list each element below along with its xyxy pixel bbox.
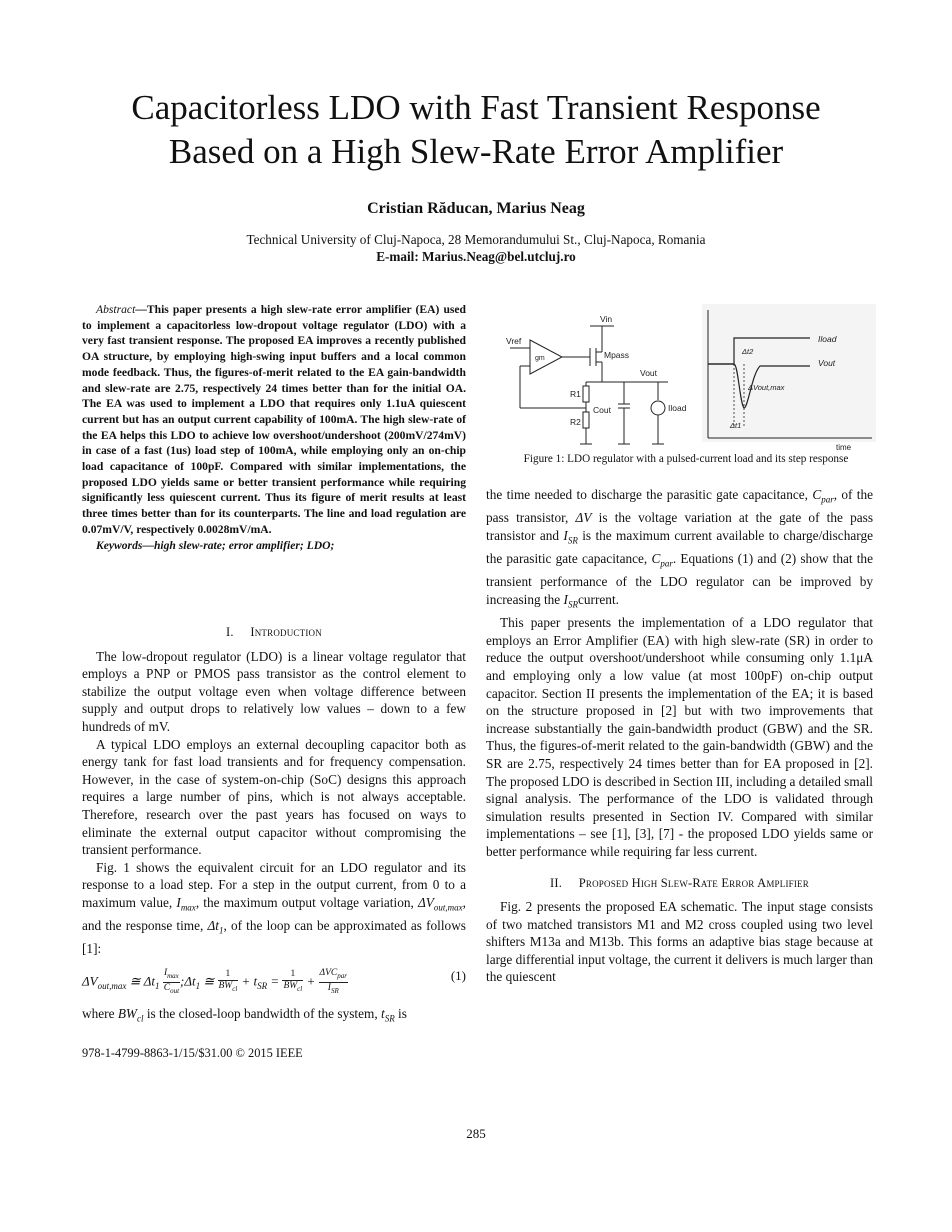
section-2-paragraph-1: Fig. 2 presents the proposed EA schematic. The input stage consists of two matched transistors M1 and M2 cross coupled using two level shifters M13a and M13b. This forms an adaptive bias stage because at large differential input voltage, the current it delivers is much larger than the quiescent — [486, 899, 873, 985]
page-number: 285 — [466, 1126, 486, 1141]
title-line-1: Capacitorless LDO with Fast Transient Response — [131, 88, 821, 127]
right-column — [486, 486, 873, 986]
abstract-label: Abstract — [96, 303, 136, 316]
label-vref: Vref — [506, 336, 522, 346]
section-2-heading — [486, 875, 873, 893]
title-line-2: Based on a High Slew-Rate Error Amplifier — [168, 132, 784, 171]
label-vin: Vin — [600, 314, 613, 324]
section-2-title: Proposed High Slew-Rate Error Amplifier — [578, 875, 809, 890]
label-r1: R1 — [570, 389, 581, 399]
affiliation: Technical University of Cluj-Napoca, 28 Memorandumului St., Cluj-Napoca, Romania — [246, 232, 706, 247]
eq-frac-1: $\frac{I_{max}}{C_{out}}$ — [163, 968, 180, 995]
equation-number: (1) — [450, 968, 466, 983]
label-dt2: Δt2 — [742, 347, 754, 356]
keywords: Keywords—high slew-rate; error amplifier; LDO; — [96, 538, 335, 552]
email: E-mail: Marius.Neag@bel.utcluj.ro — [376, 249, 576, 264]
iload-source — [651, 401, 665, 415]
circuit-labels — [506, 314, 687, 427]
section-1-heading — [82, 624, 466, 642]
label-time: time — [836, 443, 852, 452]
authors: Cristian Răducan, Marius Neag — [367, 200, 585, 217]
eq-frac-4: $\frac{\Delta VC_{par}}{I_{SR}}$ — [319, 968, 347, 995]
eq-frac-2: $\frac{1}{BW_{cl}}$ — [218, 969, 238, 994]
eq-frac-3: $\frac{1}{BW_{cl}}$ — [283, 969, 303, 994]
label-iload: Iload — [668, 403, 687, 413]
right-paragraph-1: the time needed to discharge the parasitic gate capacitance, $C_{par}$, of the pass transistor, ΔV is the voltage variation at the gate of the pass transistor and $I_{SR}$ is the maximum current available to charge/discharge the parasitic gate capacitance, $C_{par}$. Equations (1) and (2) show that the transient performance of the LDO regulator can be improved by increasing the $I_{SR}current$. — [486, 487, 874, 610]
label-dvout: ΔVout,max — [748, 383, 785, 392]
intro-paragraph-3: Fig. 1 shows the equivalent circuit for an LDO regulator and its response to a load step. For a step in the output current, from 0 to a maximum value, $I_{max}$, the maximum output voltage variation, $\Delta V_{out,max}$, and the response time, $\Delta t_1$, of the loop can be approximated as follows [1]: — [82, 859, 466, 957]
copyright-footer: 978-1-4799-8863-1/15/$31.00 © 2015 IEEE — [82, 1046, 303, 1060]
section-1-title: Introduction — [250, 625, 322, 639]
right-paragraph-2: This paper presents the implementation of a LDO regulator that employs an Error Amplifier (EA) with high slew-rate (SR) in order to reduce the output overshoot/undershoot while consuming only 1.1μA and employing only a low value (at most 100pF) on-chip output capacitor. Section II presents the implementation of the EA; it is based on the structure proposed in [2] but with two improvements that increase substantially the gain-bandwidth product (GBW) and the SR. Thus, the figures-of-merit related to the gain-bandwidth (GBW) and the SR are 2.75, respectively 24 times better than for EA proposed in [2]. The proposed LDO is described in Section III, including a detailed small signal analysis. The performance of the LDO is validated through simulation results presented in Section IV. Compared with similar implementations – see [1], [3], [7] - the proposed LDO yields same or better performance while requiring far less current. — [486, 615, 873, 859]
section-1-number: I. — [226, 625, 234, 639]
r2-resistor — [583, 412, 589, 428]
intro-paragraph-2: A typical LDO employs an external decoupling capacitor both as energy tank for fast load transients and for frequency compensation. However, in the case of system-on-chip (SoC) designs this approach requires a large number of pins, which is not always acceptable. Therefore, research over the past years has focused on ways to eliminate the external output capacitor without compromising the transient performance. — [82, 736, 466, 858]
paper-title — [0, 86, 952, 174]
figure-1 — [490, 304, 876, 452]
label-gm: gm — [535, 355, 545, 362]
circuit-schematic — [510, 326, 668, 444]
label-vout: Vout — [640, 368, 658, 378]
section-2-number: II. — [550, 875, 563, 890]
abstract-text: —This paper presents a high slew-rate error amplifier (EA) used to implement a capacitorless low-dropout voltage regulator (LDO) with a very fast transient response. The proposed EA improves a recently published OA structure, by employing high-swing input buffers and a local common mode feedback. Thus, the figures-of-merit related to the EA gain-bandwidth and slew-rate are 2.75, respectively 24 times better than for the initial OA. The EA was used to implement a LDO that requires only 1.1uA quiescent current but has an output current capability of 100mA. The high slew-rate of the EA helps this LDO to achieve low overshoot/undershoot (200mV/274mV) in case of a fast (1us) load step of 100mA, while employing only an on-chip load capacitance of 100pF. Compared with similar implementations, the proposed LDO yields same or better transient performance while requiring significantly less quiescent current. Thus its figure of merit results at least three times better than for its counterparts. The line and load regulation are 0.07mV/V, respectively 0.0028mV/mA. — [82, 303, 466, 536]
label-cout: Cout — [593, 405, 611, 415]
label-r2: R2 — [570, 417, 581, 427]
r1-resistor — [583, 386, 589, 402]
abstract — [82, 302, 466, 553]
figure-1-caption: Figure 1: LDO regulator with a pulsed-current load and its step response — [523, 453, 849, 465]
label-mpass: Mpass — [604, 350, 630, 360]
section-1 — [82, 624, 466, 958]
label-dt1: Δt1 — [730, 421, 742, 430]
label-vout-plot: Vout — [818, 358, 836, 368]
affiliation-block — [0, 231, 952, 265]
equation-1: $\Delta V_{out,max}$ ≅ $\Delta t_1$ $\frac{I_{max}}{C_{out}}$ $;\Delta t_1$ ≅ $\frac{1}{BW_{cl}}$ + $t_{SR}$ = $\frac{1}{BW_{cl}}$ + $\frac{\Delta VC_{par}}{I_{SR}}$ (1) — [82, 968, 466, 995]
step-response-plot — [702, 304, 876, 442]
intro-paragraph-1: The low-dropout regulator (LDO) is a linear voltage regulator that employs a PNP or PMOS pass transistor as the control element to stabilize the output voltage even when voltage difference between supply and output drops to relatively low values – down to a few hundreds of mV. — [82, 648, 466, 734]
where-line: where $BW_{cl}$ is the closed-loop bandwidth of the system, $t_{SR}$ is — [82, 1006, 407, 1024]
label-iload-plot: Iload — [818, 334, 837, 344]
